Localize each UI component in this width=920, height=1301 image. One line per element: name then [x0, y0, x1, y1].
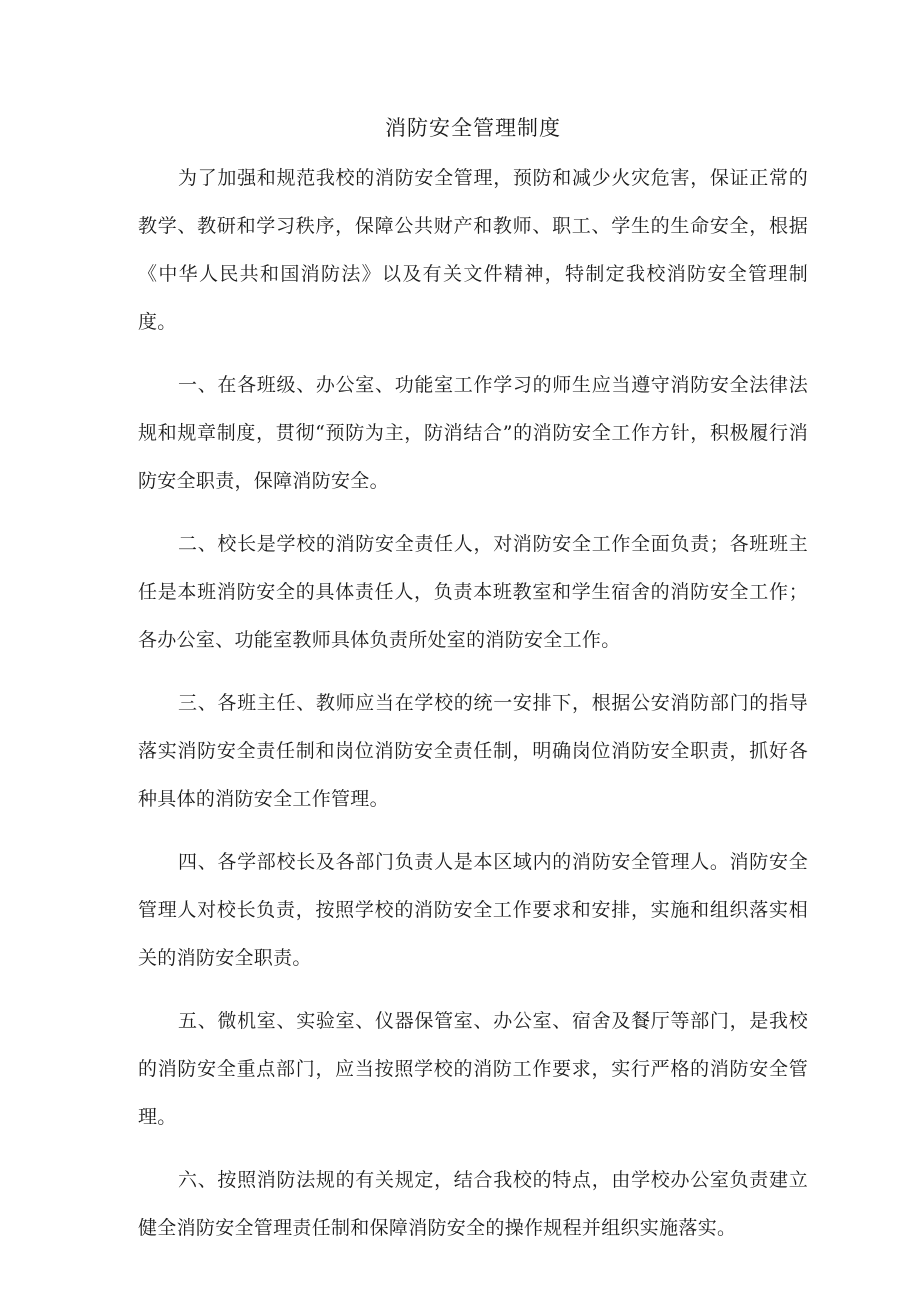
clause-3-paragraph: 三、各班主任、教师应当在学校的统一安排下，根据公安消防部门的指导落实消防安全责任制和岗位消防安全责任制，明确岗位消防安全职责，抓好各种具体的消防安全工作管理。 [138, 692, 808, 810]
clause-1-paragraph: 一、在各班级、办公室、功能室工作学习的师生应当遵守消防安全法律法规和规章制度，贯彻“预防为主，防消结合”的消防安全工作方针，积极履行消防安全职责，保障消防安全。 [138, 374, 808, 492]
clause-6-paragraph: 六、按照消防法规的有关规定，结合我校的特点，由学校办公室负责建立健全消防安全管理责任制和保障消防安全的操作规程并组织实施落实。 [138, 1169, 808, 1239]
intro-paragraph: 为了加强和规范我校的消防安全管理，预防和减少火灾危害，保证正常的教学、教研和学习秩序，保障公共财产和教师、职工、学生的生命安全，根据《中华人民共和国消防法》以及有关文件精神，特制定我校消防安全管理制度。 [138, 167, 808, 333]
clause-5-paragraph: 五、微机室、实验室、仪器保管室、办公室、宿舍及餐厅等部门，是我校的消防安全重点部门，应当按照学校的消防工作要求，实行严格的消防安全管理。 [138, 1010, 808, 1128]
clause-2-paragraph: 二、校长是学校的消防安全责任人，对消防安全工作全面负责；各班班主任是本班消防安全的具体责任人，负责本班教室和学生宿舍的消防安全工作；各办公室、功能室教师具体负责所处室的消防安全工作。 [138, 533, 808, 651]
document-title: 消防安全管理制度 [385, 116, 561, 140]
clause-4-paragraph: 四、各学部校长及各部门负责人是本区域内的消防安全管理人。消防安全管理人对校长负责，按照学校的消防安全工作要求和安排，实施和组织落实相关的消防安全职责。 [138, 851, 808, 969]
